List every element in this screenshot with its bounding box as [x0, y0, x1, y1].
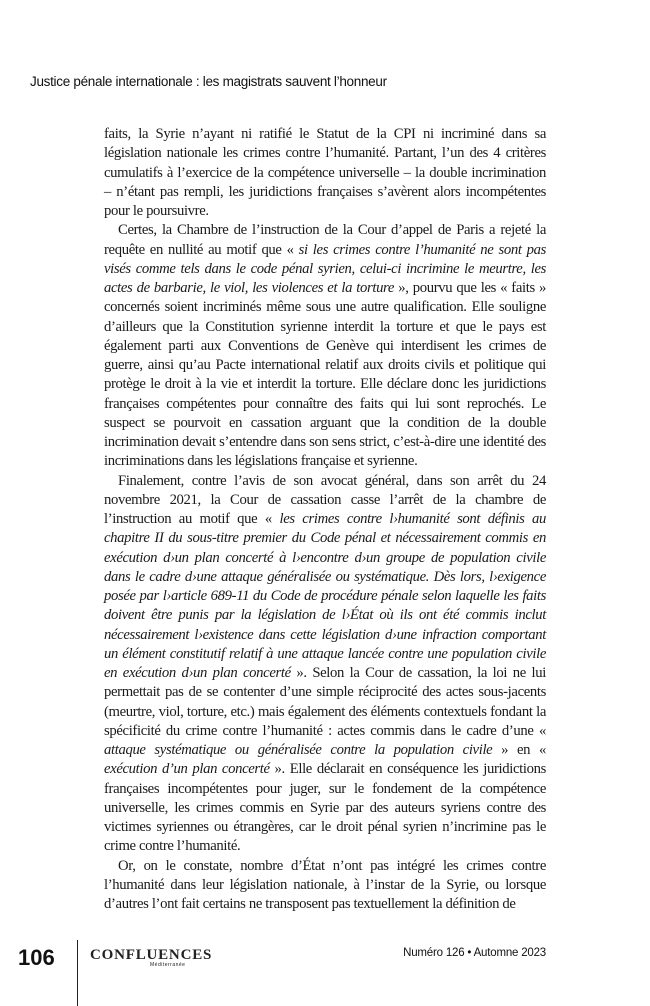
issue-info: Numéro 126 • Automne 2023	[403, 947, 546, 959]
paragraph-text: ». Elle déclarait en conséquence les juridictions françaises incompétentes pour juger, sur le fondement de la compétence universelle, les crimes commis en Syrie par des auteurs syriens contre des victimes syriennes ou étrangères, car le droit pénal syrien n’incrimine pas le crime contre l’humanité.	[104, 761, 546, 855]
paragraph-text: Certes, la Chambre de l’instruction de la Cour d’appel de Paris a rejeté la requête en nullité au motif que «	[104, 222, 546, 258]
quotation: si les crimes contre l’humanité ne sont pas visés comme tels dans le code pénal syrien, celui-ci incrimine le meurtre, les actes de barbarie, le viol, les violences et la torture	[104, 241, 546, 296]
page-number: 106	[18, 945, 55, 970]
logo-subtitle: Méditerranée	[150, 962, 186, 968]
paragraph-text: », pourvu que les « faits » concernés soient incriminés même sous une autre qualification. Elle souligne d’ailleurs que la Constitution syrienne interdit la torture et que le pays est également parti aux Conventions de Genève qui interdisent les crimes de guerre, ainsi qu’au Pacte international relatif aux droits civils et politique qui protège le droit à la vie et interdit la torture. Elle déclare donc les juridictions françaises compétentes pour connaître des faits qui lui sont reprochés. Le suspect se pourvoit en cassation arguant que la condition de la double incrimination devait s’entendre dans son sens strict, c’est-à-dire une identité des incriminations dans les législations française et syrienne.	[104, 280, 547, 470]
paragraph: Or, on le constate, nombre d’État n’ont pas intégré les crimes contre l’humanité dans leur législation nationale, à l’instar de la Syrie, ou lorsque d’autres l’ont fait certains ne transposent pas textuellement la définition de	[104, 857, 546, 912]
quotation: les crimes contre l›humanité sont définis au chapitre II du sous-titre premier du Code pénal et nécessairement commis en exécution d›un plan concerté à l›encontre d›un groupe de population civile dans le cadre d›une attaque généralisée ou systématique. Dès lors, l›exigence posée par l›article 689-11 du Code de procédure pénale selon laquelle les faits doivent être punis par la législation de l›État où ils ont été commis inclut nécessairement l›existence dans cette législation d›une infraction comportant un élément constitutif relatif à une attaque lancée contre une population civile en exécution d›un plan concerté	[104, 511, 546, 681]
paragraph-text: » en «	[492, 742, 546, 758]
journal-logo	[90, 947, 212, 969]
paragraph: faits, la Syrie n’ayant ni ratifié le Statut de la CPI ni incriminé dans sa législation nationale les crimes contre l’humanité. Partant, l’un des 4 critères cumulatifs à l’exercice de la compétence universelle – la double incrimination – n’étant pas rempli, les juridictions françaises s’avèrent alors incompétentes pour le poursuivre.	[104, 126, 546, 219]
quotation: exécution d’un plan concerté	[104, 761, 270, 778]
logo-wordmark: CONFLUENCES	[90, 947, 213, 963]
quotation: attaque systématique ou généralisée contre la population civile	[104, 742, 493, 758]
paragraph-text: Finalement, contre l’avis de son avocat général, dans son arrêt du 24 novembre 2021, la Cour de cassation casse l’arrêt de la chambre de l’instruction au motif que «	[104, 472, 546, 527]
running-head: Justice pénale internationale : les magistrats sauvent l’honneur	[30, 74, 387, 89]
paragraph	[104, 472, 546, 857]
paragraph-text: ». Selon la Cour de cassation, la loi ne lui permettait pas de se contenter d’une simple réciprocité des actes sous-jacents (meurtre, viol, torture, etc.) mais également des éléments contextuels fondant la spécificité du crime contre l’humanité : actes commis dans le cadre d’une «	[104, 665, 546, 739]
paragraph	[104, 221, 546, 471]
article-body	[104, 125, 546, 914]
footer-divider	[77, 940, 78, 1006]
